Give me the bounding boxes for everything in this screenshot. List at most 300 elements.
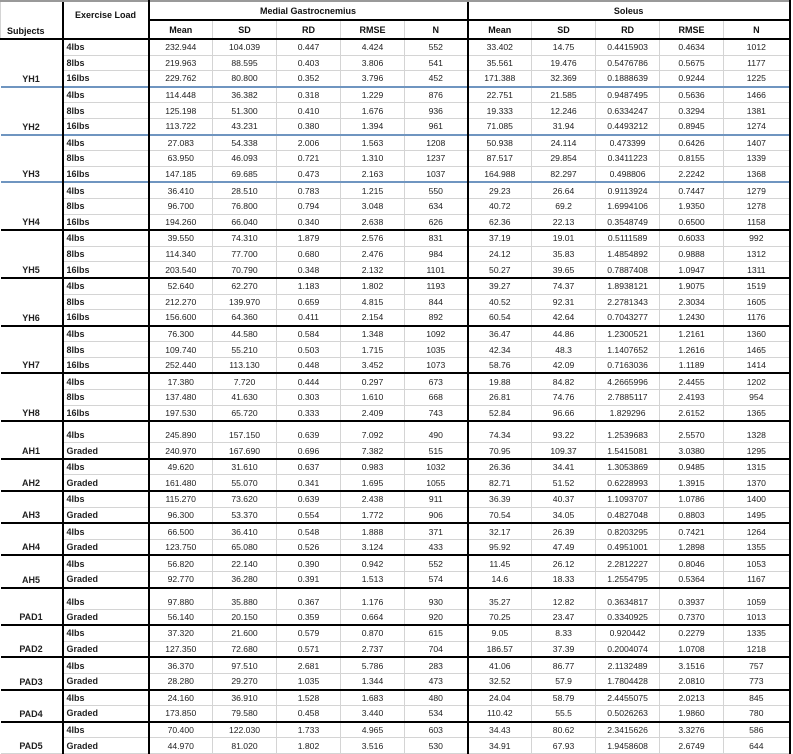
subject-label: YH8 [1, 373, 63, 421]
sol-rd-cell: 1.5415081 [596, 443, 660, 459]
mg-rd-cell: 0.403 [277, 55, 341, 71]
mg-rd-cell: 0.391 [277, 572, 341, 588]
sol-n-cell: 1400 [724, 491, 790, 507]
mg-rmse-cell: 0.983 [341, 459, 405, 475]
sol-sd-cell: 92.31 [532, 294, 596, 310]
mg-rd-cell: 0.348 [277, 262, 341, 278]
mg-sd-cell: 43.231 [213, 118, 277, 134]
mg-sd-cell: 113.130 [213, 357, 277, 373]
sol-rmse-cell: 0.8803 [660, 507, 724, 523]
sol-rmse-cell: 0.2279 [660, 625, 724, 641]
mg-mean-cell: 70.400 [149, 722, 213, 738]
sol-mean-cell: 9.05 [468, 625, 532, 641]
mg-n-cell: 490 [405, 421, 468, 443]
mg-rd-cell: 1.035 [277, 673, 341, 689]
sol-rmse-cell: 1.0786 [660, 491, 724, 507]
table-row [1, 294, 790, 310]
sol-sd-cell: 14.75 [532, 39, 596, 55]
mg-rmse-cell: 3.440 [341, 706, 405, 722]
table-row [1, 722, 790, 738]
exercise-load-cell: Graded [63, 539, 149, 555]
sol-mean-cell: 74.34 [468, 421, 532, 443]
table-row [1, 459, 790, 475]
mg-n-cell: 1032 [405, 459, 468, 475]
sol-n-cell: 1274 [724, 118, 790, 134]
exercise-load-cell: Graded [63, 641, 149, 657]
sol-rd-cell: 0.7043277 [596, 310, 660, 326]
sol-mean-cell: 58.76 [468, 357, 532, 373]
mg-n-cell: 433 [405, 539, 468, 555]
sol-rd-cell: 1.9458608 [596, 738, 660, 754]
exercise-load-cell: 8lbs [63, 246, 149, 262]
subject-label: YH4 [1, 182, 63, 230]
sol-n-cell: 1279 [724, 182, 790, 198]
sol-n-cell: 1312 [724, 246, 790, 262]
sol-mean-cell: 24.04 [468, 690, 532, 706]
sol-rmse-cell: 3.1516 [660, 657, 724, 673]
sol-n-cell: 1407 [724, 135, 790, 151]
mg-mean-cell: 173.850 [149, 706, 213, 722]
exercise-load-cell: 8lbs [63, 390, 149, 406]
sol-mean-cell: 19.88 [468, 373, 532, 389]
mg-rmse-cell: 1.394 [341, 118, 405, 134]
sol-mean-cell: 35.561 [468, 55, 532, 71]
mg-rd-cell: 0.380 [277, 118, 341, 134]
mg-sd-cell: 55.210 [213, 342, 277, 358]
mg-mean-cell: 92.770 [149, 572, 213, 588]
mg-sd-cell: 64.360 [213, 310, 277, 326]
mg-sd-cell: 80.800 [213, 71, 277, 87]
sol-rmse-cell: 1.2616 [660, 342, 724, 358]
sol-n-cell: 1381 [724, 103, 790, 119]
mg-sd-cell: 36.280 [213, 572, 277, 588]
sol-sd-cell: 34.05 [532, 507, 596, 523]
sol-mean-cell: 52.84 [468, 405, 532, 421]
sol-sd-cell: 47.49 [532, 539, 596, 555]
mg-rmse-cell: 0.297 [341, 373, 405, 389]
mg-rmse-cell: 1.344 [341, 673, 405, 689]
mg-sd-cell: 29.270 [213, 673, 277, 689]
sol-mean-cell: 186.57 [468, 641, 532, 657]
sol-sd-cell: 86.77 [532, 657, 596, 673]
table-row [1, 657, 790, 673]
mg-rd-cell: 0.680 [277, 246, 341, 262]
mg-sd-cell: 74.310 [213, 230, 277, 246]
sol-mean-cell: 14.6 [468, 572, 532, 588]
sol-sd-cell: 22.13 [532, 214, 596, 230]
sol-rmse-cell: 2.2242 [660, 166, 724, 182]
mg-mean-cell: 252.440 [149, 357, 213, 373]
mg-sd-cell: 69.685 [213, 166, 277, 182]
sol-rmse-cell: 0.5364 [660, 572, 724, 588]
exercise-load-cell: 16lbs [63, 214, 149, 230]
mg-mean-cell: 96.700 [149, 198, 213, 214]
mg-sd-cell: 66.040 [213, 214, 277, 230]
table-row [1, 103, 790, 119]
sol-n-cell: 1414 [724, 357, 790, 373]
mg-mean-cell: 24.160 [149, 690, 213, 706]
exercise-load-cell: 16lbs [63, 166, 149, 182]
mg-mean-cell: 37.320 [149, 625, 213, 641]
sol-mean-cell: 32.17 [468, 523, 532, 539]
sol-n-cell: 1167 [724, 572, 790, 588]
subject-label: YH3 [1, 135, 63, 183]
mg-rd-cell: 0.637 [277, 459, 341, 475]
sol-rd-cell: 1.829296 [596, 405, 660, 421]
sol-rmse-cell: 0.5636 [660, 87, 724, 103]
mg-mean-cell: 219.963 [149, 55, 213, 71]
mg-mean-cell: 109.740 [149, 342, 213, 358]
exercise-load-cell: 8lbs [63, 198, 149, 214]
table-row [1, 39, 790, 55]
sol-n-cell: 1605 [724, 294, 790, 310]
mg-mean-cell: 39.550 [149, 230, 213, 246]
sol-sd-cell: 69.2 [532, 198, 596, 214]
mg-mean-cell: 56.820 [149, 555, 213, 571]
mg-n-cell: 892 [405, 310, 468, 326]
sol-rd-cell: 2.2781343 [596, 294, 660, 310]
sol-mean-cell: 171.388 [468, 71, 532, 87]
sol-rd-cell: 0.4951001 [596, 539, 660, 555]
mg-rmse-cell: 0.870 [341, 625, 405, 641]
sol-rmse-cell: 0.7421 [660, 523, 724, 539]
mg-n-cell: 626 [405, 214, 468, 230]
sol-n-cell: 1177 [724, 55, 790, 71]
mg-rd-cell: 0.352 [277, 71, 341, 87]
mg-rmse-cell: 1.215 [341, 182, 405, 198]
mg-mean-cell: 229.762 [149, 71, 213, 87]
mg-mean-cell: 156.600 [149, 310, 213, 326]
mg-n-cell: 603 [405, 722, 468, 738]
sol-rmse-cell: 1.1189 [660, 357, 724, 373]
sol-n-cell: 1059 [724, 588, 790, 610]
sol-n-cell: 1264 [724, 523, 790, 539]
exercise-load-cell: Graded [63, 609, 149, 625]
sol-rmse-cell: 1.2430 [660, 310, 724, 326]
mg-sd-cell: 21.600 [213, 625, 277, 641]
mg-sd-cell: 81.020 [213, 738, 277, 754]
table-row [1, 118, 790, 134]
table-row [1, 690, 790, 706]
mg-rd-cell: 0.579 [277, 625, 341, 641]
sol-n-cell: 1355 [724, 539, 790, 555]
mg-n-cell: 704 [405, 641, 468, 657]
exercise-load-cell: 8lbs [63, 151, 149, 167]
mg-rd-cell: 1.183 [277, 278, 341, 294]
mg-rmse-cell: 1.715 [341, 342, 405, 358]
sol-rd-cell: 1.2539683 [596, 421, 660, 443]
mg-mean-cell: 49.620 [149, 459, 213, 475]
sol-rmse-cell: 1.9350 [660, 198, 724, 214]
exercise-load-cell: 16lbs [63, 118, 149, 134]
mg-rmse-cell: 1.176 [341, 588, 405, 610]
sol-n-cell: 1053 [724, 555, 790, 571]
mg-n-cell: 552 [405, 555, 468, 571]
exercise-load-cell: 4lbs [63, 135, 149, 151]
exercise-load-cell: 16lbs [63, 262, 149, 278]
sol-rmse-cell: 1.0708 [660, 641, 724, 657]
exercise-load-cell: 16lbs [63, 357, 149, 373]
sol-sd-cell: 12.246 [532, 103, 596, 119]
mg-rmse-cell: 1.888 [341, 523, 405, 539]
sol-sd-cell: 74.76 [532, 390, 596, 406]
sol-mean-cell: 50.27 [468, 262, 532, 278]
sol-n-cell: 1315 [724, 459, 790, 475]
mg-rd-cell: 0.410 [277, 103, 341, 119]
sol-rd-cell: 0.473399 [596, 135, 660, 151]
subject-label: PAD5 [1, 722, 63, 754]
mg-rd-cell: 0.794 [277, 198, 341, 214]
mg-sd-cell: 65.720 [213, 405, 277, 421]
exercise-load-cell: 8lbs [63, 342, 149, 358]
table-row [1, 278, 790, 294]
mg-n-cell: 634 [405, 198, 468, 214]
mg-rmse-cell: 1.513 [341, 572, 405, 588]
mg-rmse-cell: 2.132 [341, 262, 405, 278]
sol-sd-cell: 26.39 [532, 523, 596, 539]
mg-rmse-cell: 4.965 [341, 722, 405, 738]
exercise-load-cell: 4lbs [63, 326, 149, 342]
exercise-load-cell: 16lbs [63, 405, 149, 421]
sol-sd-cell: 32.369 [532, 71, 596, 87]
mg-sd-cell: 36.910 [213, 690, 277, 706]
sol-mean-cell: 40.52 [468, 294, 532, 310]
mg-rmse-cell: 2.154 [341, 310, 405, 326]
mg-mean-cell: 114.340 [149, 246, 213, 262]
mg-mean-cell: 96.300 [149, 507, 213, 523]
mg-mean-cell: 17.380 [149, 373, 213, 389]
sol-mean-cell: 70.54 [468, 507, 532, 523]
mg-rd-cell: 0.571 [277, 641, 341, 657]
table-row [1, 572, 790, 588]
mg-n-cell: 615 [405, 625, 468, 641]
sol-sd-cell: 21.585 [532, 87, 596, 103]
sol-rd-cell: 1.7804428 [596, 673, 660, 689]
mg-sd-cell: 41.630 [213, 390, 277, 406]
subject-label: PAD2 [1, 625, 63, 657]
mg-mean-cell: 137.480 [149, 390, 213, 406]
sol-n-cell: 1202 [724, 373, 790, 389]
sol-rmse-cell: 3.0380 [660, 443, 724, 459]
exercise-load-cell: 4lbs [63, 523, 149, 539]
sol-mean-cell: 24.12 [468, 246, 532, 262]
mg-rd-cell: 0.367 [277, 588, 341, 610]
exercise-load-cell: 16lbs [63, 310, 149, 326]
mg-rmse-cell: 3.124 [341, 539, 405, 555]
subject-label: AH1 [1, 421, 63, 459]
sol-rmse-cell: 0.6426 [660, 135, 724, 151]
medial-gastrocnemius-header: Medial Gastrocnemius [149, 1, 468, 20]
table-row [1, 310, 790, 326]
sol-rd-cell: 0.3411223 [596, 151, 660, 167]
sol-n-cell: 1339 [724, 151, 790, 167]
exercise-load-header: Exercise Load [63, 1, 149, 39]
sol-rmse-cell: 0.3937 [660, 588, 724, 610]
table-row [1, 609, 790, 625]
sol-sd-cell: 48.3 [532, 342, 596, 358]
sol-n-cell: 1311 [724, 262, 790, 278]
mg-n-cell: 283 [405, 657, 468, 673]
mg-sd-cell: 72.680 [213, 641, 277, 657]
mg-n-cell: 1101 [405, 262, 468, 278]
mg-sd-cell: 73.620 [213, 491, 277, 507]
mg-sd-cell: 139.970 [213, 294, 277, 310]
sol-sd-cell: 84.82 [532, 373, 596, 389]
sol-sd-cell: 67.93 [532, 738, 596, 754]
mg-rmse-cell: 2.409 [341, 405, 405, 421]
mg-mean-cell: 56.140 [149, 609, 213, 625]
mg-n-cell: 473 [405, 673, 468, 689]
sol-rmse-cell: 2.6749 [660, 738, 724, 754]
mg-rmse-cell: 2.576 [341, 230, 405, 246]
sol-n-cell: 1519 [724, 278, 790, 294]
subject-label: YH1 [1, 39, 63, 87]
table-row [1, 523, 790, 539]
sol-rd-cell: 2.2812227 [596, 555, 660, 571]
mg-mean-cell: 76.300 [149, 326, 213, 342]
mg-n-cell: 1037 [405, 166, 468, 182]
sol-rd-header: RD [596, 20, 660, 39]
mg-mean-cell: 52.640 [149, 278, 213, 294]
mg-sd-cell: 36.410 [213, 523, 277, 539]
sol-mean-cell: 82.71 [468, 475, 532, 491]
mg-mean-cell: 113.722 [149, 118, 213, 134]
table-row [1, 625, 790, 641]
sol-rmse-cell: 2.4193 [660, 390, 724, 406]
mg-sd-cell: 122.030 [213, 722, 277, 738]
exercise-load-cell: 4lbs [63, 373, 149, 389]
mg-sd-cell: 20.150 [213, 609, 277, 625]
mg-mean-cell: 44.970 [149, 738, 213, 754]
exercise-load-cell: 4lbs [63, 722, 149, 738]
mg-n-cell: 452 [405, 71, 468, 87]
mg-n-cell: 371 [405, 523, 468, 539]
sol-sd-cell: 74.37 [532, 278, 596, 294]
table-row [1, 443, 790, 459]
sol-rmse-cell: 0.8046 [660, 555, 724, 571]
subject-label: YH5 [1, 230, 63, 278]
sol-mean-header: Mean [468, 20, 532, 39]
sol-n-cell: 1013 [724, 609, 790, 625]
sol-rmse-cell: 0.8155 [660, 151, 724, 167]
sol-rd-cell: 1.2300521 [596, 326, 660, 342]
sol-mean-cell: 40.72 [468, 198, 532, 214]
mg-n-cell: 541 [405, 55, 468, 71]
sol-sd-cell: 24.114 [532, 135, 596, 151]
sol-rd-cell: 0.4493212 [596, 118, 660, 134]
sol-sd-cell: 40.37 [532, 491, 596, 507]
mg-rd-cell: 2.681 [277, 657, 341, 673]
sol-mean-cell: 70.95 [468, 443, 532, 459]
sol-sd-cell: 55.5 [532, 706, 596, 722]
sol-rd-cell: 4.2665996 [596, 373, 660, 389]
table-row [1, 673, 790, 689]
mg-sd-cell: 7.720 [213, 373, 277, 389]
mg-rmse-cell: 4.815 [341, 294, 405, 310]
sol-mean-cell: 37.19 [468, 230, 532, 246]
sol-mean-cell: 39.27 [468, 278, 532, 294]
sol-mean-cell: 42.34 [468, 342, 532, 358]
mg-mean-cell: 240.970 [149, 443, 213, 459]
subject-label: AH5 [1, 555, 63, 587]
mg-sd-cell: 28.510 [213, 182, 277, 198]
sol-rmse-cell: 0.8945 [660, 118, 724, 134]
sol-rd-cell: 0.5476786 [596, 55, 660, 71]
mg-rmse-cell: 2.438 [341, 491, 405, 507]
sol-rd-cell: 2.3415626 [596, 722, 660, 738]
sol-n-cell: 644 [724, 738, 790, 754]
mg-mean-cell: 66.500 [149, 523, 213, 539]
sol-sd-cell: 57.9 [532, 673, 596, 689]
exercise-load-cell: Graded [63, 673, 149, 689]
mg-rmse-cell: 1.772 [341, 507, 405, 523]
mg-rmse-cell: 3.516 [341, 738, 405, 754]
sol-rd-cell: 1.8938121 [596, 278, 660, 294]
sol-mean-cell: 33.402 [468, 39, 532, 55]
mg-mean-cell: 115.270 [149, 491, 213, 507]
mg-rmse-cell: 1.695 [341, 475, 405, 491]
mg-n-cell: 930 [405, 588, 468, 610]
sol-rmse-cell: 0.7370 [660, 609, 724, 625]
sol-rmse-cell: 1.9860 [660, 706, 724, 722]
sol-rd-cell: 0.2004074 [596, 641, 660, 657]
mg-mean-cell: 194.260 [149, 214, 213, 230]
mg-rmse-cell: 2.638 [341, 214, 405, 230]
sol-mean-cell: 34.43 [468, 722, 532, 738]
exercise-load-cell: 4lbs [63, 588, 149, 610]
mg-sd-cell: 88.595 [213, 55, 277, 71]
sol-sd-cell: 34.41 [532, 459, 596, 475]
sol-n-cell: 1278 [724, 198, 790, 214]
table-row [1, 491, 790, 507]
mg-rd-cell: 0.639 [277, 491, 341, 507]
mg-rd-cell: 0.411 [277, 310, 341, 326]
table-row [1, 507, 790, 523]
sol-rd-cell: 1.4854892 [596, 246, 660, 262]
mg-rd-cell: 0.318 [277, 87, 341, 103]
mg-sd-cell: 55.070 [213, 475, 277, 491]
sol-sd-cell: 42.64 [532, 310, 596, 326]
table-row [1, 641, 790, 657]
mg-rd-cell: 0.659 [277, 294, 341, 310]
sol-mean-cell: 34.91 [468, 738, 532, 754]
table-row [1, 198, 790, 214]
mg-rd-cell: 1.802 [277, 738, 341, 754]
table-row [1, 151, 790, 167]
sol-sd-header: SD [532, 20, 596, 39]
table-row [1, 246, 790, 262]
sol-rmse-cell: 1.2161 [660, 326, 724, 342]
mg-sd-cell: 53.370 [213, 507, 277, 523]
sol-mean-cell: 95.92 [468, 539, 532, 555]
table-row [1, 55, 790, 71]
mg-rd-cell: 0.448 [277, 357, 341, 373]
mg-rmse-cell: 1.229 [341, 87, 405, 103]
mg-rd-cell: 0.473 [277, 166, 341, 182]
mg-rd-cell: 0.303 [277, 390, 341, 406]
exercise-load-cell: Graded [63, 475, 149, 491]
subject-label: YH7 [1, 326, 63, 374]
sol-sd-cell: 23.47 [532, 609, 596, 625]
sol-mean-cell: 36.47 [468, 326, 532, 342]
sol-rd-cell: 0.4415903 [596, 39, 660, 55]
table-row [1, 87, 790, 103]
exercise-load-cell: 4lbs [63, 87, 149, 103]
sol-rd-cell: 0.920442 [596, 625, 660, 641]
exercise-load-cell: 4lbs [63, 690, 149, 706]
mg-rmse-cell: 2.476 [341, 246, 405, 262]
sol-n-cell: 1295 [724, 443, 790, 459]
